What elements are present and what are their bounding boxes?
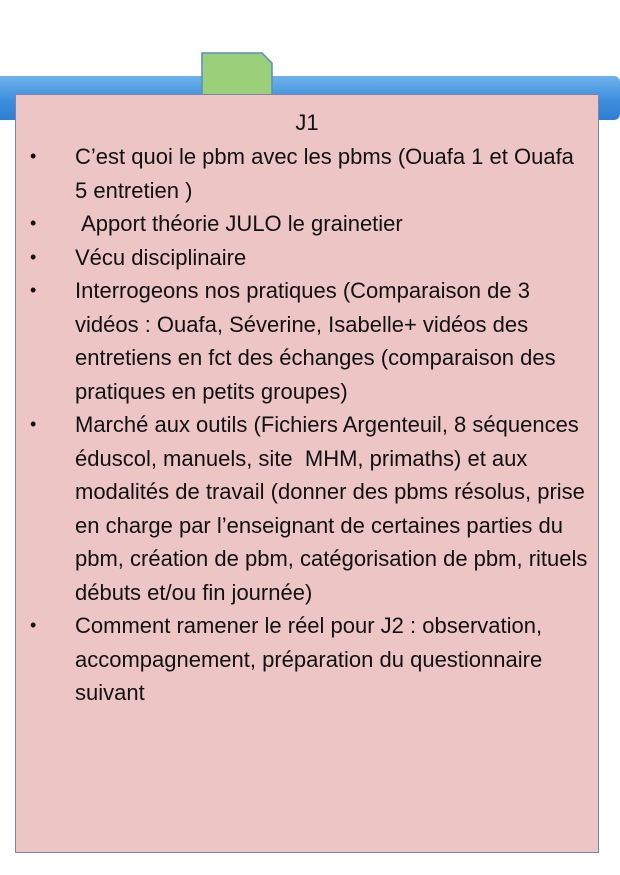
bullet-item	[16, 274, 600, 408]
bullet-text: Marché aux outils (Fichiers Argenteuil, 8 séquences éduscol, manuels, site MHM, primaths) et aux modalités de travail (donner des pbms résolus, prise en charge par l’enseignant de certaines parties du pbm, création de pbm, catégorisation de pbm, rituels débuts et/ou fin journée)	[75, 412, 594, 605]
bullet-dot-icon: •	[30, 213, 37, 233]
bullet-item	[16, 207, 600, 241]
bullet-dot-icon: •	[30, 414, 37, 434]
content-card	[15, 94, 599, 853]
bullet-dot-icon: •	[30, 280, 37, 300]
bullet-dot-icon: •	[30, 615, 37, 635]
bullet-item	[16, 241, 600, 275]
bullet-text: Apport théorie JULO le grainetier	[75, 211, 403, 236]
bullet-text: C’est quoi le pbm avec les pbms (Ouafa 1 et Ouafa 5 entretien )	[75, 144, 574, 203]
bullet-dot-icon: •	[30, 246, 37, 267]
card-title: J1	[295, 110, 319, 135]
bullet-item	[16, 408, 600, 609]
bullet-text: Comment ramener le réel pour J2 : observation, accompagnement, préparation du questionnaire suivant	[75, 613, 543, 705]
bullet-text: Vécu disciplinaire	[75, 244, 247, 270]
bullet-dot-icon: •	[30, 146, 37, 166]
bullet-item	[16, 140, 600, 207]
bullet-list	[16, 140, 600, 710]
bullet-item	[16, 609, 600, 710]
bullet-text: Interrogeons nos pratiques (Comparaison de 3 vidéos : Ouafa, Séverine, Isabelle+ vidéos des entretiens en fct des échanges (comparaison des pratiques en petits groupes)	[75, 278, 556, 404]
